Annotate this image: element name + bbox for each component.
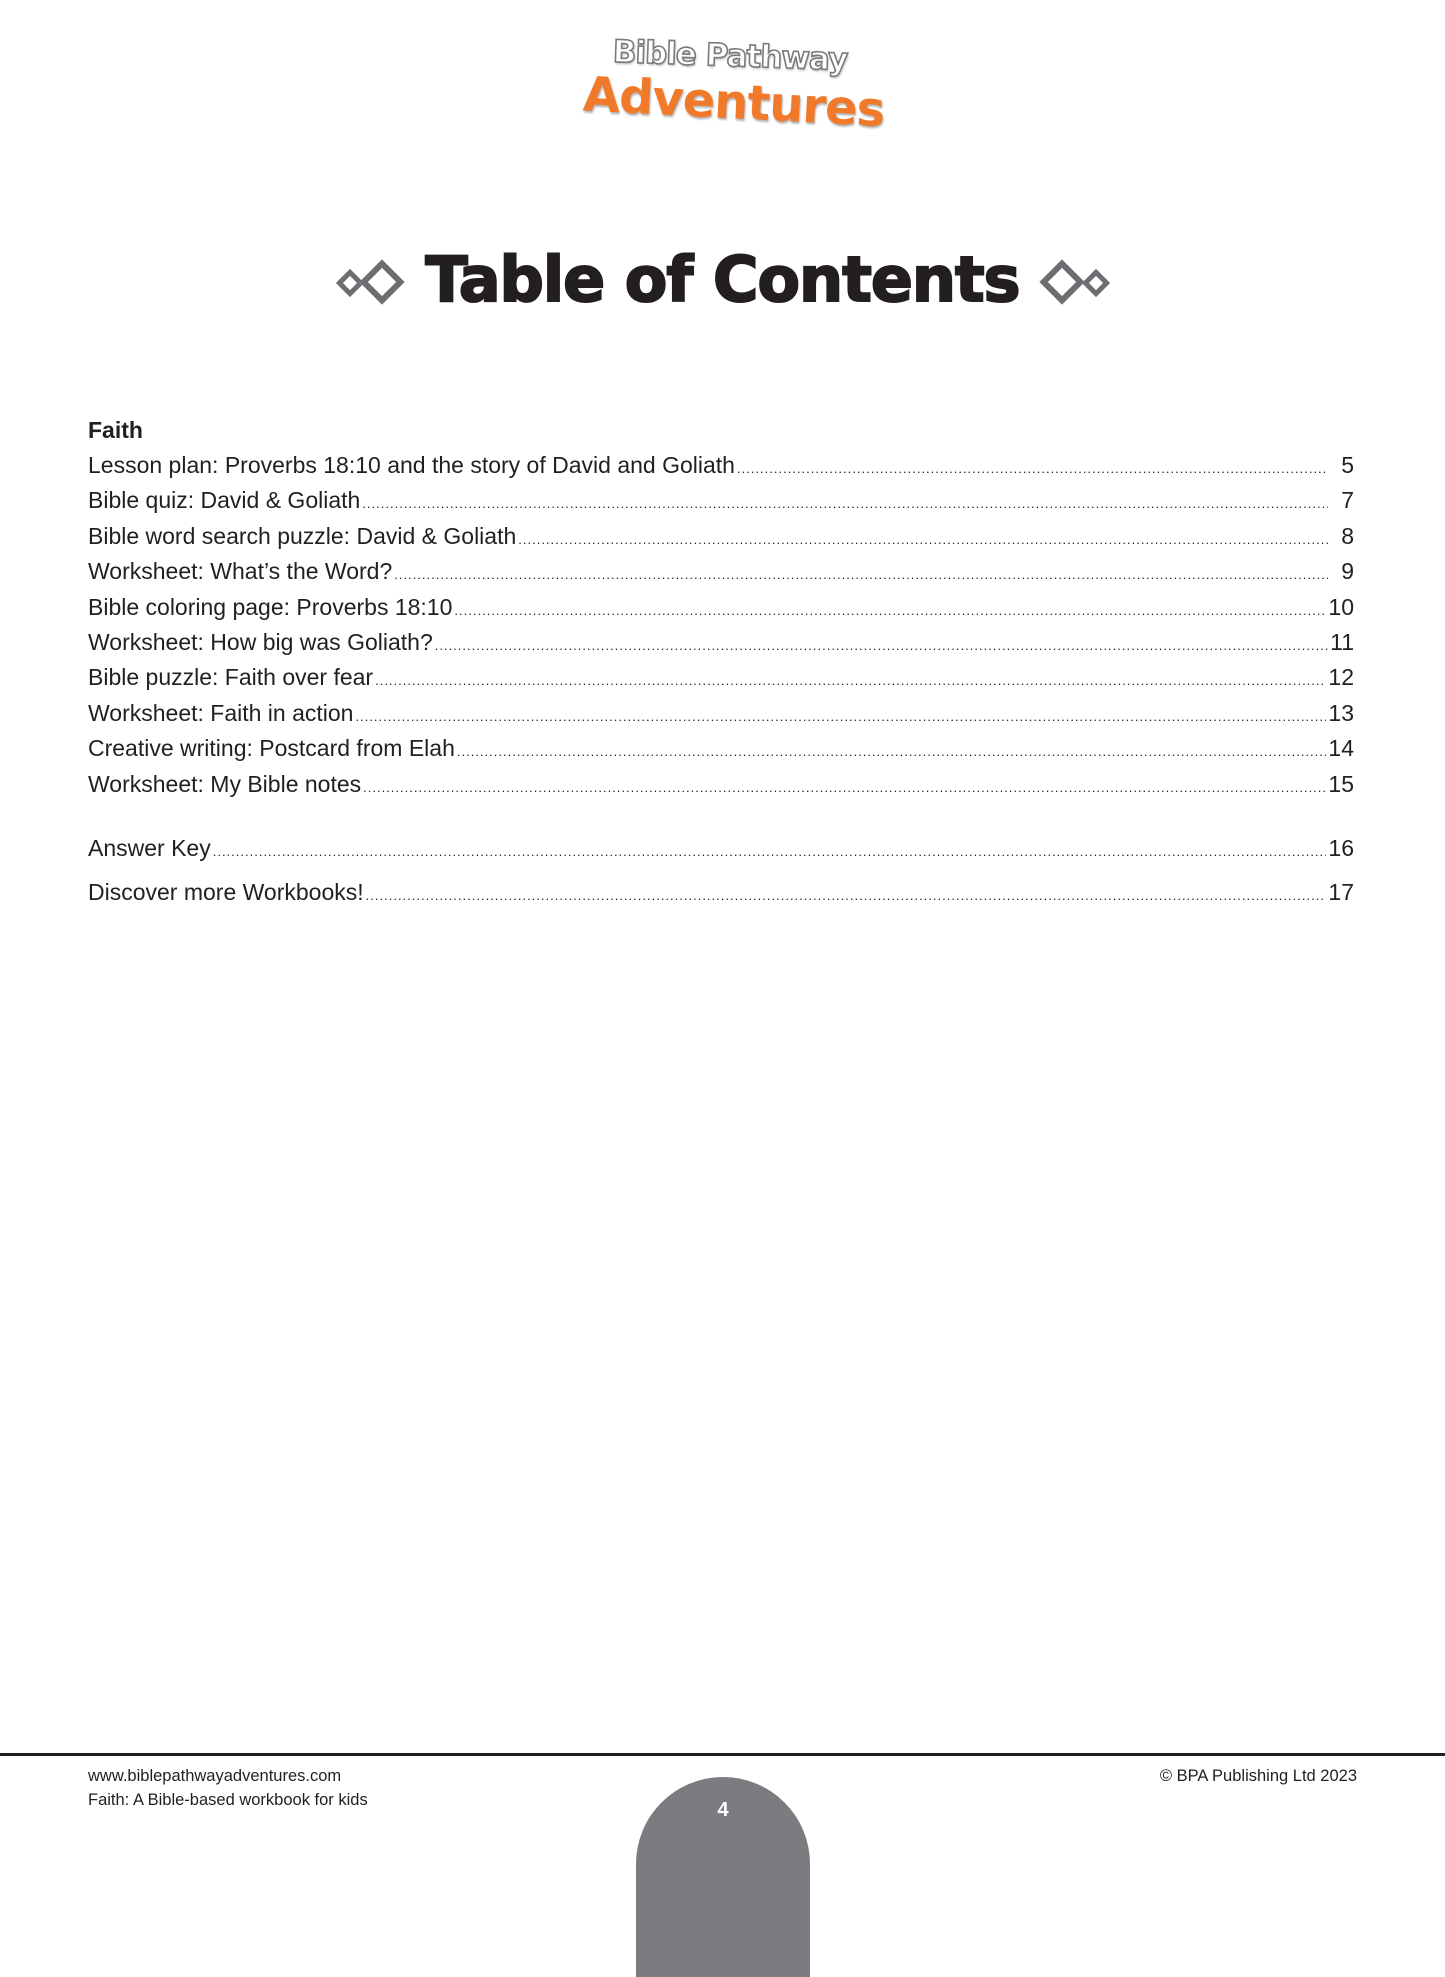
toc-entry-discover-more[interactable] [88, 870, 1354, 914]
footer-left [88, 1764, 368, 1812]
toc-entry-label: Answer Key [88, 834, 211, 861]
toc-entry-label: Lesson plan: Proverbs 18:10 and the story of David and Goliath [88, 452, 735, 478]
page-number: 4 [717, 1799, 729, 1821]
toc-entry-page: 14 [1328, 735, 1354, 762]
spacer [88, 802, 1354, 826]
dot-leader [457, 734, 1327, 769]
toc-entry-label: Bible coloring page: Proverbs 18:10 [88, 593, 453, 620]
toc-entry[interactable] [88, 696, 1354, 731]
dot-leader [737, 451, 1328, 486]
toc-entry[interactable] [88, 554, 1354, 589]
right-diamond-ornament-icon [1040, 260, 1110, 306]
toc-entry-answer-key[interactable] [88, 826, 1354, 870]
toc-entry-label: Worksheet: My Bible notes [88, 770, 362, 797]
toc-entry-page: 11 [1330, 628, 1354, 655]
small-diamond-icon [1082, 269, 1110, 297]
toc-entry[interactable] [88, 767, 1354, 802]
dot-leader [394, 557, 1328, 592]
toc-entry[interactable] [88, 625, 1354, 660]
page-title: Table of Contents [425, 243, 1020, 316]
toc-entry[interactable] [88, 590, 1354, 625]
toc-entry-page: 8 [1341, 522, 1354, 549]
dot-leader [435, 628, 1328, 663]
toc-entry-label: Bible quiz: David & Goliath [88, 487, 361, 514]
toc-entry-label: Worksheet: What’s the Word? [88, 558, 393, 585]
toc-entry-page: 5 [1341, 452, 1354, 478]
toc-entry[interactable] [88, 731, 1354, 766]
toc-entry-label: Worksheet: Faith in action [88, 699, 354, 726]
dot-leader [366, 874, 1327, 918]
toc-entry-page: 10 [1328, 593, 1354, 620]
toc-entry-label: Bible word search puzzle: David & Goliath [88, 522, 517, 549]
logo-line-2: Adventures [581, 66, 886, 139]
toc-entry-label: Worksheet: How big was Goliath? [88, 628, 433, 655]
toc-entry-label: Discover more Workbooks! [88, 878, 364, 905]
brand-logo [575, 30, 886, 140]
toc-entry-page: 15 [1328, 770, 1354, 797]
title-row [0, 240, 1445, 320]
footer-copyright: © BPA Publishing Ltd 2023 [1159, 1767, 1357, 1785]
page-number-tab [636, 1777, 810, 1977]
section-heading-faith: Faith [88, 417, 143, 443]
toc-entry-label: Bible puzzle: Faith over fear [88, 664, 374, 691]
dot-leader [362, 486, 1328, 521]
dot-leader [213, 830, 1327, 874]
dot-leader [375, 663, 1326, 698]
footer-divider [0, 1753, 1445, 1756]
toc-entry[interactable] [88, 519, 1354, 554]
dot-leader [355, 699, 1326, 734]
toc-entry-page: 16 [1328, 834, 1354, 861]
toc-entry-page: 7 [1341, 487, 1354, 514]
dot-leader [363, 770, 1326, 805]
table-of-contents [88, 412, 1354, 914]
toc-entry-label: Creative writing: Postcard from Elah [88, 735, 455, 762]
toc-entry[interactable] [88, 483, 1354, 518]
toc-entry-page: 9 [1341, 558, 1354, 585]
toc-entry[interactable] [88, 448, 1354, 483]
toc-entry[interactable] [88, 660, 1354, 695]
logo-line-1: Bible Pathway [612, 33, 848, 79]
toc-entry-page: 13 [1328, 699, 1354, 726]
footer-book-title: Faith: A Bible-based workbook for kids [88, 1791, 368, 1809]
footer-website: www.biblepathwayadventures.com [88, 1767, 342, 1785]
toc-entry-page: 12 [1328, 664, 1354, 691]
toc-entry-page: 17 [1328, 878, 1354, 905]
dot-leader [454, 593, 1326, 628]
dot-leader [518, 522, 1328, 557]
large-diamond-icon [1039, 259, 1084, 304]
